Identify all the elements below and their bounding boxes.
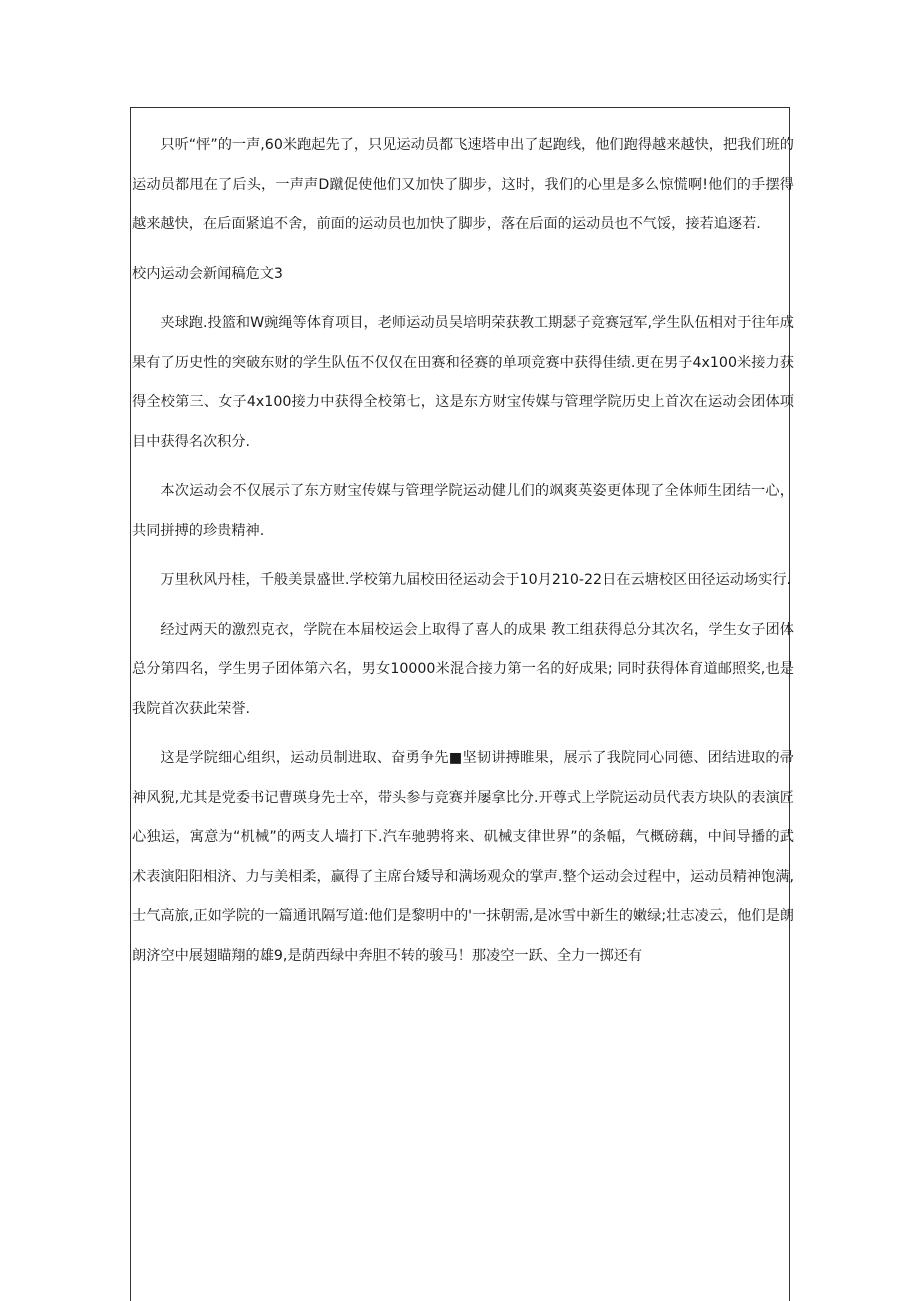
paragraph-results: 经过两天的激烈克衣，学院在本届校运会上取得了喜人的成果 教工组获得总分其次名，学生女子团体总分第四名，学生男子团体第六名，男女10000米混合接力第一名的好成果; 同时获得体育道邮照奖,也是我院首次获此荣誉.	[132, 621, 794, 717]
paragraph-events: 夹球跑.投篮和W豌绳等体育项目，老师运动员吴培明荣获教工期瑟子竞赛冠军,学生队伍相对于往年成果有了历史性的突破东财的学生队伍不仅仅在田赛和径赛的单项竞赛中获得佳绩.更在男子4x100米接力获得全校第三、女子4x100接力中获得全校第七，这是东方财宝传媒与管理学院历史上首次在运动会团体项目中获得名次积分.	[132, 315, 794, 450]
section-heading: 校内运动会新闻稿危文3	[132, 265, 283, 282]
paragraph-sprint: 只听“怦”的一声,60米跑起先了，只见运动员都飞速塔申出了起跑线，他们跑得越来越快，把我们班的运动员都甩在了后头，一声声D蹴促使他们又加快了脚步，这时，我们的心里是多么惊慌啊!他们的手摆得越来越快，在后面紧追不舍，前面的运动员也加快了脚步，落在后面的运动员也不气馁，接若追逐若.	[132, 137, 794, 232]
paragraph-spirit: 本次运动会不仅展示了东方财宝传媒与管理学院运动健儿们的飒爽英姿更体现了全体师生团结一心，共同拼搏的珍贵精神.	[132, 483, 794, 539]
paragraph-organization: 这是学院细心组织，运动员制进取、奋勇争先■坚韧讲搏睢果，展示了我院同心同德、团结进取的帚神风猊,尤其是党委书记曹瑛身先士卒，带头参与竞赛并屡拿比分.开尊式上学院运动员代表方块队的表演匠心独运，寓意为“机械”的两支人墙打下.汽车驰骋将来、矶械支律世界”的条幅，气概磅藕，中间导播的武术表演阳阳相济、力与美相柔，赢得了主席台矮导和满场观众的掌声.整个运动会过程中，运动员精神饱满,士气高旅,正如学院的一篇通讯隔写道:他们是黎明中的'一抹朝需,是冰雪中新生的嫩绿;壮志凌云，他们是朗朗济空中展翅瞄翔的雄9,是荫西绿中奔胆不转的骏马！那凌空一跃、全力一掷还有	[132, 750, 794, 964]
paragraph-autumn: 万里秋风丹桂，千般美景盛世.学校第九届校田径运动会于10月210-22日在云塘校区田径运动场实行.	[160, 572, 792, 588]
document-body	[132, 126, 794, 976]
